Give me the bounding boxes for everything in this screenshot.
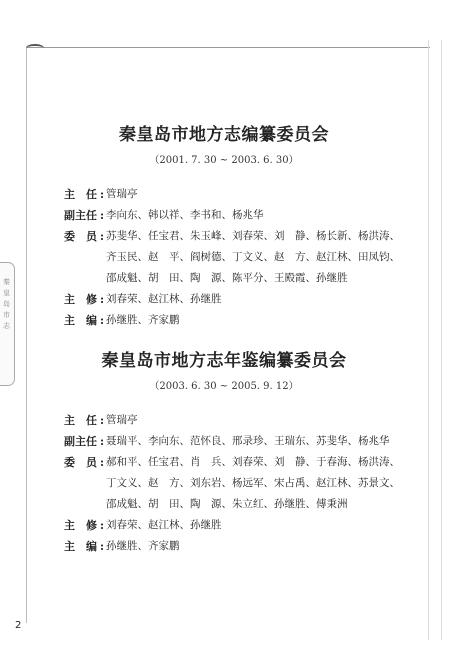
roster-row-chief-revisers: 主 修 : 刘春荣、赵江林、孙继胜 [64, 515, 404, 536]
role-names-continued: 丁文义、赵 方、刘东岩、杨远军、宋占禹、赵江林、苏景文、 [106, 477, 400, 489]
role-names: 郝和平、任宝君、肖 兵、刘春荣、刘 静、于春海、杨洪涛、 [106, 456, 400, 468]
roster-row-deputy-director: 副主任 : 聂瑞平、李向东、范怀良、邢录珍、王瑞东、苏斐华、杨兆华 [64, 431, 404, 452]
role-label: 主 任 [64, 188, 97, 201]
role-label: 主 编 [64, 540, 97, 553]
role-names: 孙继胜、齐家鹏 [106, 540, 180, 552]
page-edge-lines [428, 40, 442, 640]
role-names: 管瑞亭 [106, 188, 138, 200]
roster-row-members: 委 员 : 郝和平、任宝君、肖 兵、刘春荣、刘 静、于春海、杨洪涛、 [64, 452, 404, 473]
role-names: 管瑞亭 [106, 414, 138, 426]
role-label: 主 修 [64, 293, 97, 306]
header-ornament [26, 44, 44, 52]
roster-row-chief-revisers: 主 修 : 刘春荣、赵江林、孙继胜 [64, 289, 404, 310]
role-label: 副主任 [64, 209, 97, 222]
committee-roster [64, 184, 404, 331]
role-names: 刘春荣、赵江林、孙继胜 [106, 519, 222, 531]
role-label: 委 员 [64, 230, 97, 243]
role-label: 主 任 [64, 414, 97, 427]
role-names: 聂瑞平、李向东、范怀良、邢录珍、王瑞东、苏斐华、杨兆华 [106, 435, 390, 447]
role-names: 孙继胜、齐家鹏 [106, 314, 180, 326]
spine-rule [26, 48, 27, 623]
committee-title: 秦皇岛市地方志编纂委员会 [119, 125, 329, 145]
committee-section-2 [64, 346, 404, 557]
side-tab [0, 262, 15, 386]
role-label: 委 员 [64, 456, 97, 469]
side-tab-label: 秦皇岛市志 [3, 278, 10, 330]
role-names-continued: 邵成魁、胡 田、陶 源、朱立红、孙继胜、傅秉洲 [106, 498, 348, 510]
role-label: 主 编 [64, 314, 97, 327]
committee-roster [64, 410, 404, 557]
page-number: 2 [15, 620, 22, 631]
roster-row-director: 主 任 : 管瑞亭 [64, 410, 404, 431]
role-names: 李向东、韩以祥、李书和、杨兆华 [106, 209, 264, 221]
header-rule [26, 47, 430, 48]
roster-row-chief-editors: 主 编 : 孙继胜、齐家鹏 [64, 310, 404, 331]
role-label: 副主任 [64, 435, 97, 448]
committee-dates: （2001. 7. 30 ~ 2003. 6. 30） [149, 155, 299, 166]
role-names: 苏斐华、任宝君、朱玉峰、刘春荣、刘 静、杨长新、杨洪涛、 [106, 230, 400, 242]
role-names-continued: 齐玉民、赵 平、阎树德、丁文义、赵 方、赵江林、田凤钧、 [106, 251, 400, 263]
roster-row-members: 委 员 : 苏斐华、任宝君、朱玉峰、刘春荣、刘 静、杨长新、杨洪涛、 [64, 226, 404, 247]
role-label: 主 修 [64, 519, 97, 532]
committee-section-1 [64, 120, 404, 331]
committee-dates: （2003. 6. 30 ~ 2005. 9. 12） [149, 381, 299, 392]
roster-row-director: 主 任 : 管瑞亭 [64, 184, 404, 205]
roster-row-chief-editors: 主 编 : 孙继胜、齐家鹏 [64, 536, 404, 557]
role-names: 刘春荣、赵江林、孙继胜 [106, 293, 222, 305]
committee-title: 秦皇岛市地方志年鉴编纂委员会 [101, 351, 347, 371]
roster-row-deputy-director: 副主任 : 李向东、韩以祥、李书和、杨兆华 [64, 205, 404, 226]
role-names-continued: 邵成魁、胡 田、陶 源、陈平分、王殿霞、孙继胜 [106, 272, 348, 284]
